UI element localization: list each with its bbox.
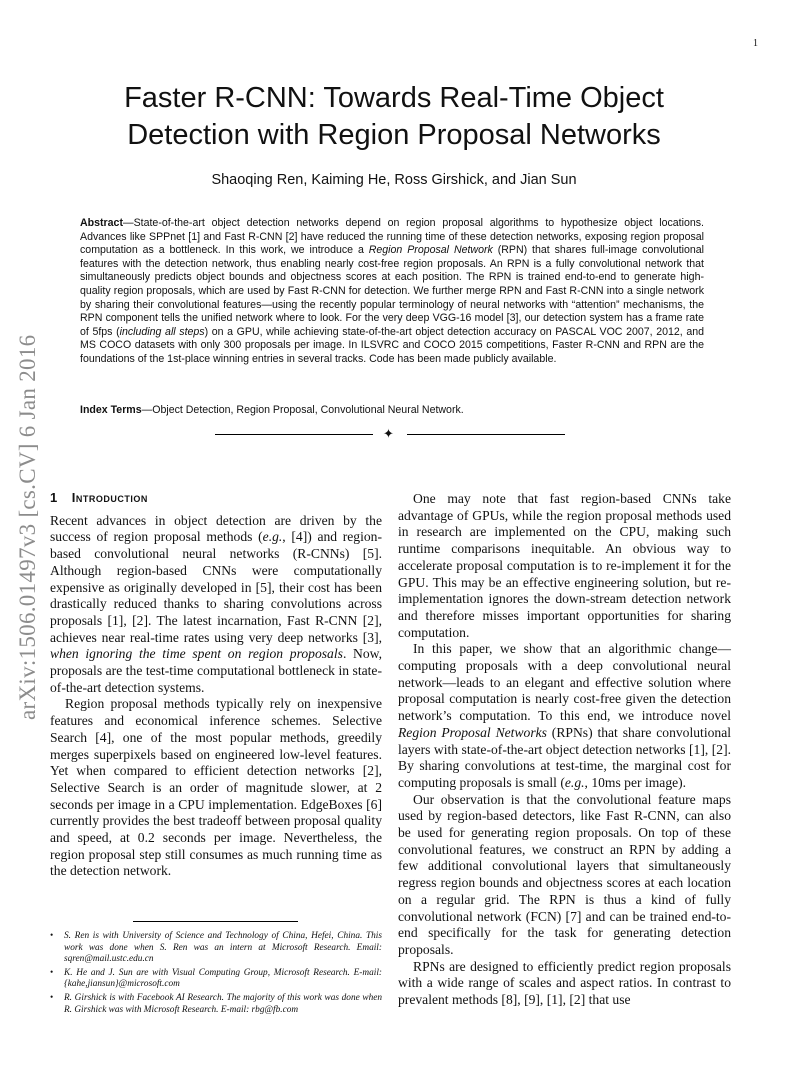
text-run: , 10ms per image). [584, 774, 687, 790]
bullet-icon: • [50, 931, 54, 941]
footnote-rule [133, 921, 298, 922]
intro-paragraph-1 [50, 513, 382, 697]
text-run: . Now, proposals are the test-time computational bottleneck in state-of-the-art detection systems. [50, 646, 382, 695]
right-paragraph-4: RPNs are designed to efficiently predict region proposals with a wide range of scales and aspect ratios. In contrast to prevalent methods [8], [9], [1], [2] that use [398, 958, 731, 1008]
text-run: Recent advances in object detection are driven by the success of region proposal methods ( [50, 512, 382, 545]
authors: Shaoqing Ren, Kaiming He, Ross Girshick, and Jian Sun [211, 172, 577, 188]
title-line-1: Faster R-CNN: Towards Real-Time Object [124, 82, 664, 114]
right-column [398, 491, 731, 1009]
text-run: , [4]) and region-based convolutional neural networks (R-CNNs) [5]. Although region-based CNNs were computationally expensive as originally developed in [5], their cost has been drastically reduced thanks to sharing convolutions across proposals [1], [2]. The latest incarnation, Fast R-CNN [2], achieves near real-time rates using very deep networks [3], [50, 529, 383, 645]
page-number: 1 [753, 38, 758, 49]
abstract-text-1: —State-of-the-art object detection networks depend on region proposal algorithms to hypothesize object locations. Advances like SPPnet [1] and Fast R-CNN [2] have reduced the running time of these detection networks, exposing region proposal computation as a bottleneck. In this work, we introduce a [80, 217, 704, 257]
text-run-italic: e.g. [262, 529, 283, 545]
divider-line-left [215, 434, 373, 435]
bullet-icon: • [50, 992, 54, 1003]
title-line-2: Detection with Region Proposal Networks [127, 119, 661, 151]
index-terms [80, 404, 704, 416]
text-run: (RPNs) that share convolutional layers with state-of-the-art object detection networks [1], [2]. By sharing convolutions at test-time, the marginal cost for computing proposals is small ( [398, 724, 732, 790]
abstract-label: Abstract [80, 217, 123, 229]
footnotes [50, 931, 382, 1018]
divider-star-icon: ✦ [383, 426, 394, 441]
footnote-item [50, 968, 382, 991]
divider-line-right [407, 434, 565, 435]
footnote-item [50, 993, 382, 1016]
intro-paragraph-2: Region proposal methods typically rely on inexpensive features and economical inference schemes. Selective Search [4], one of the most popular methods, greedily merges superpixels based on engineered low-level features. Yet when compared to efficient detection networks [2], Selective Search is an order of magnitude slower, at 2 seconds per image in a CPU implementation. EdgeBoxes [6] currently provides the best tradeoff between proposal quality and speed, at 0.2 seconds per image. Nevertheless, the region proposal step still consumes as much running time as the detection network. [50, 696, 382, 879]
abstract-rpn-term: Region Proposal Network [368, 244, 493, 257]
index-terms-text: —Object Detection, Region Proposal, Convolutional Neural Network. [141, 404, 464, 416]
section-number: 1 [50, 490, 58, 505]
text-run-italic: when ignoring the time spent on region proposals [50, 646, 343, 662]
index-terms-label: Index Terms [80, 404, 142, 416]
right-paragraph-3: Our observation is that the convolutional feature maps used by region-based detectors, like Fast R-CNN, can also be used for generating region proposals. On top of these convolutional features, we construct an RPN by adding a few additional convolutional layers that simultaneously regress region bounds and objectness scores at each location on a regular grid. The RPN is thus a kind of fully convolutional network (FCN) [7] and can be trained end-to-end specifically for the task for generating detection proposals. [398, 791, 731, 957]
paper-title [40, 80, 748, 154]
right-paragraph-2 [398, 641, 731, 791]
footnote-text: S. Ren is with University of Science and Technology of China, Hefei, China. This work was done when S. Ren was an intern at Microsoft Research. Email: sqren@mail.ustc.edu.cn [64, 931, 382, 965]
left-column [50, 490, 382, 880]
abstract [80, 217, 704, 367]
abstract-text-3: ) on a GPU, while achieving state-of-the-art object detection accuracy on PASCAL VOC 2007, 2012, and MS COCO datasets with only 300 proposals per image. In ILSVRC and COCO 2015 competitions, Faster R-CNN and RPN are the foundations of the 1st-place winning entries in several tracks. Code has been made publicly available. [80, 325, 704, 365]
text-run: In this paper, we show that an algorithmic change—computing proposals with a deep convolutional neural network—leads to an elegant and effective solution where proposal computation is nearly cost-free given the detection network’s computation. To this end, we introduce novel [398, 641, 731, 724]
footnote-item [50, 931, 382, 966]
footnote-text: K. He and J. Sun are with Visual Computing Group, Microsoft Research. E-mail: {kahe,jiansun}@microsoft.com [64, 967, 382, 990]
footnote-text: R. Girshick is with Facebook AI Research. The majority of this work was done when R. Girshick was with Microsoft Research. E-mail: rbg@fb.com [64, 992, 382, 1015]
section-divider [215, 427, 565, 441]
right-paragraph-1: One may note that fast region-based CNNs take advantage of GPUs, while the region proposal methods used in research are implemented on the CPU, making such runtime comparisons inequitable. An obvious way to accelerate proposal computation is to re-implement it for the GPU. This may be an effective engineering solution, but re-implementation ignores the down-stream detection network and therefore misses important opportunities for sharing computation. [398, 491, 731, 640]
abstract-text-2: (RPN) that shares full-image convolutional features with the detection network, thus enabling nearly cost-free region proposals. An RPN is a fully convolutional network that simultaneously predicts object bounds and objectness scores at each position. The RPN is trained end-to-end to generate high-quality region proposals, which are used by Fast R-CNN for detection. We further merge RPN and Fast R-CNN into a single network by sharing their convolutional features—using the recently popular terminology of neural networks with “attention” mechanisms, the RPN component tells the unified network where to look. For the very deep VGG-16 model [3], our detection system has a frame rate of 5fps ( [80, 244, 705, 338]
abstract-italic-steps: including all steps [119, 325, 205, 338]
bullet-icon: • [50, 967, 54, 978]
section-heading [50, 490, 382, 507]
section-title: Introduction [71, 490, 148, 505]
arxiv-stamp: arXiv:1506.01497v3 [cs.CV] 6 Jan 2016 [15, 334, 40, 720]
text-run-italic: Region Proposal Networks [398, 724, 547, 740]
text-run-italic: e.g. [564, 774, 585, 790]
